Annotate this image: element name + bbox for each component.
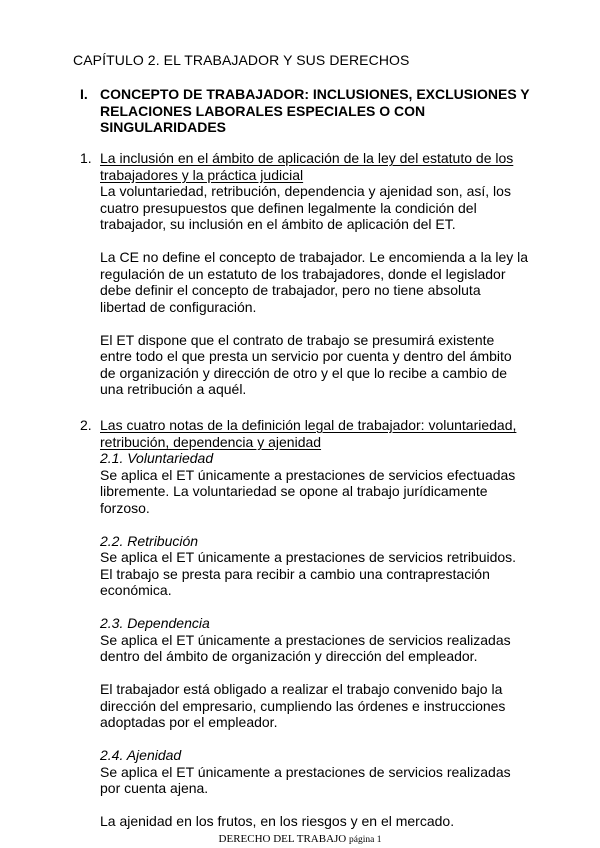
footer-page-number: página 1 xyxy=(349,835,382,845)
chapter-title: CAPÍTULO 2. EL TRABAJADOR Y SUS DERECHOS xyxy=(73,52,410,68)
item-1-paragraph-1: La voluntariedad, retribución, dependencia y ajenidad son, así, los cuatro presupuestos que definen legalmente la condición del trabajador, su inclusión en el ámbito de aplicación del ET. xyxy=(100,183,511,232)
item-2-block xyxy=(100,417,530,830)
item-1-paragraph-2: La CE no define el concepto de trabajador. Le encomienda a la ley la regulación de un estatuto de los trabajadores, donde el legislador debe definir el concepto de trabajador, pero no tiene absoluta libertad de configuración. xyxy=(100,249,529,315)
item-1-number: 1. xyxy=(80,150,92,166)
subsection-2-4-text: Se aplica el ET únicamente a prestaciones de servicios realizadas por cuenta ajena. xyxy=(100,763,511,796)
subsection-2-2-title: 2.2. Retribución xyxy=(100,532,199,549)
page-footer xyxy=(0,833,600,845)
subsection-2-1-title: 2.1. Voluntariedad xyxy=(100,450,214,466)
subsection-2-3-text-2: El trabajador está obligado a realizar el trabajo convenido bajo la dirección del empresario, cumpliendo las órdenes e instrucciones adoptadas por el empleador. xyxy=(100,681,506,730)
section-number: I. xyxy=(80,86,88,102)
subsection-2-1-text: Se aplica el ET únicamente a prestaciones de servicios efectuadas libremente. La voluntariedad se opone al trabajo jurídicamente forzoso. xyxy=(100,466,516,516)
item-1-block xyxy=(100,150,530,398)
item-1-heading: La inclusión en el ámbito de aplicación de la ley del estatuto de los trabajadores y la práctica judicial xyxy=(100,150,514,183)
subsection-2-3-title: 2.3. Dependencia xyxy=(100,615,210,631)
subsection-2-4-text-2: La ajenidad en los frutos, en los riesgos y en el mercado. xyxy=(100,813,455,829)
item-2-heading: Las cuatro notas de la definición legal de trabajador: voluntariedad, retribución, dependencia y ajenidad xyxy=(100,417,517,450)
subsection-2-2-text: Se aplica el ET únicamente a prestaciones de servicios retribuidos. El trabajo se presta para recibir a cambio una contraprestación económica. xyxy=(100,549,517,598)
subsection-2-4-title: 2.4. Ajenidad xyxy=(100,747,182,763)
subsection-2-3-text: Se aplica el ET únicamente a prestaciones de servicios realizadas dentro del ámbito de organización y dirección del empleador. xyxy=(100,631,511,664)
item-2-number: 2. xyxy=(80,417,92,433)
item-1-paragraph-3: El ET dispone que el contrato de trabajo se presumirá existente entre todo el que presta un servicio por cuenta y dentro del ámbito de organización y dirección de otro y el que lo recibe a cambio de una retribución a aquél. xyxy=(100,331,512,397)
footer-label: DERECHO DEL TRABAJO xyxy=(218,833,347,845)
section-title: CONCEPTO DE TRABAJADOR: INCLUSIONES, EXCLUSIONES Y RELACIONES LABORALES ESPECIALES O CON SINGULARIDADES xyxy=(100,86,530,135)
